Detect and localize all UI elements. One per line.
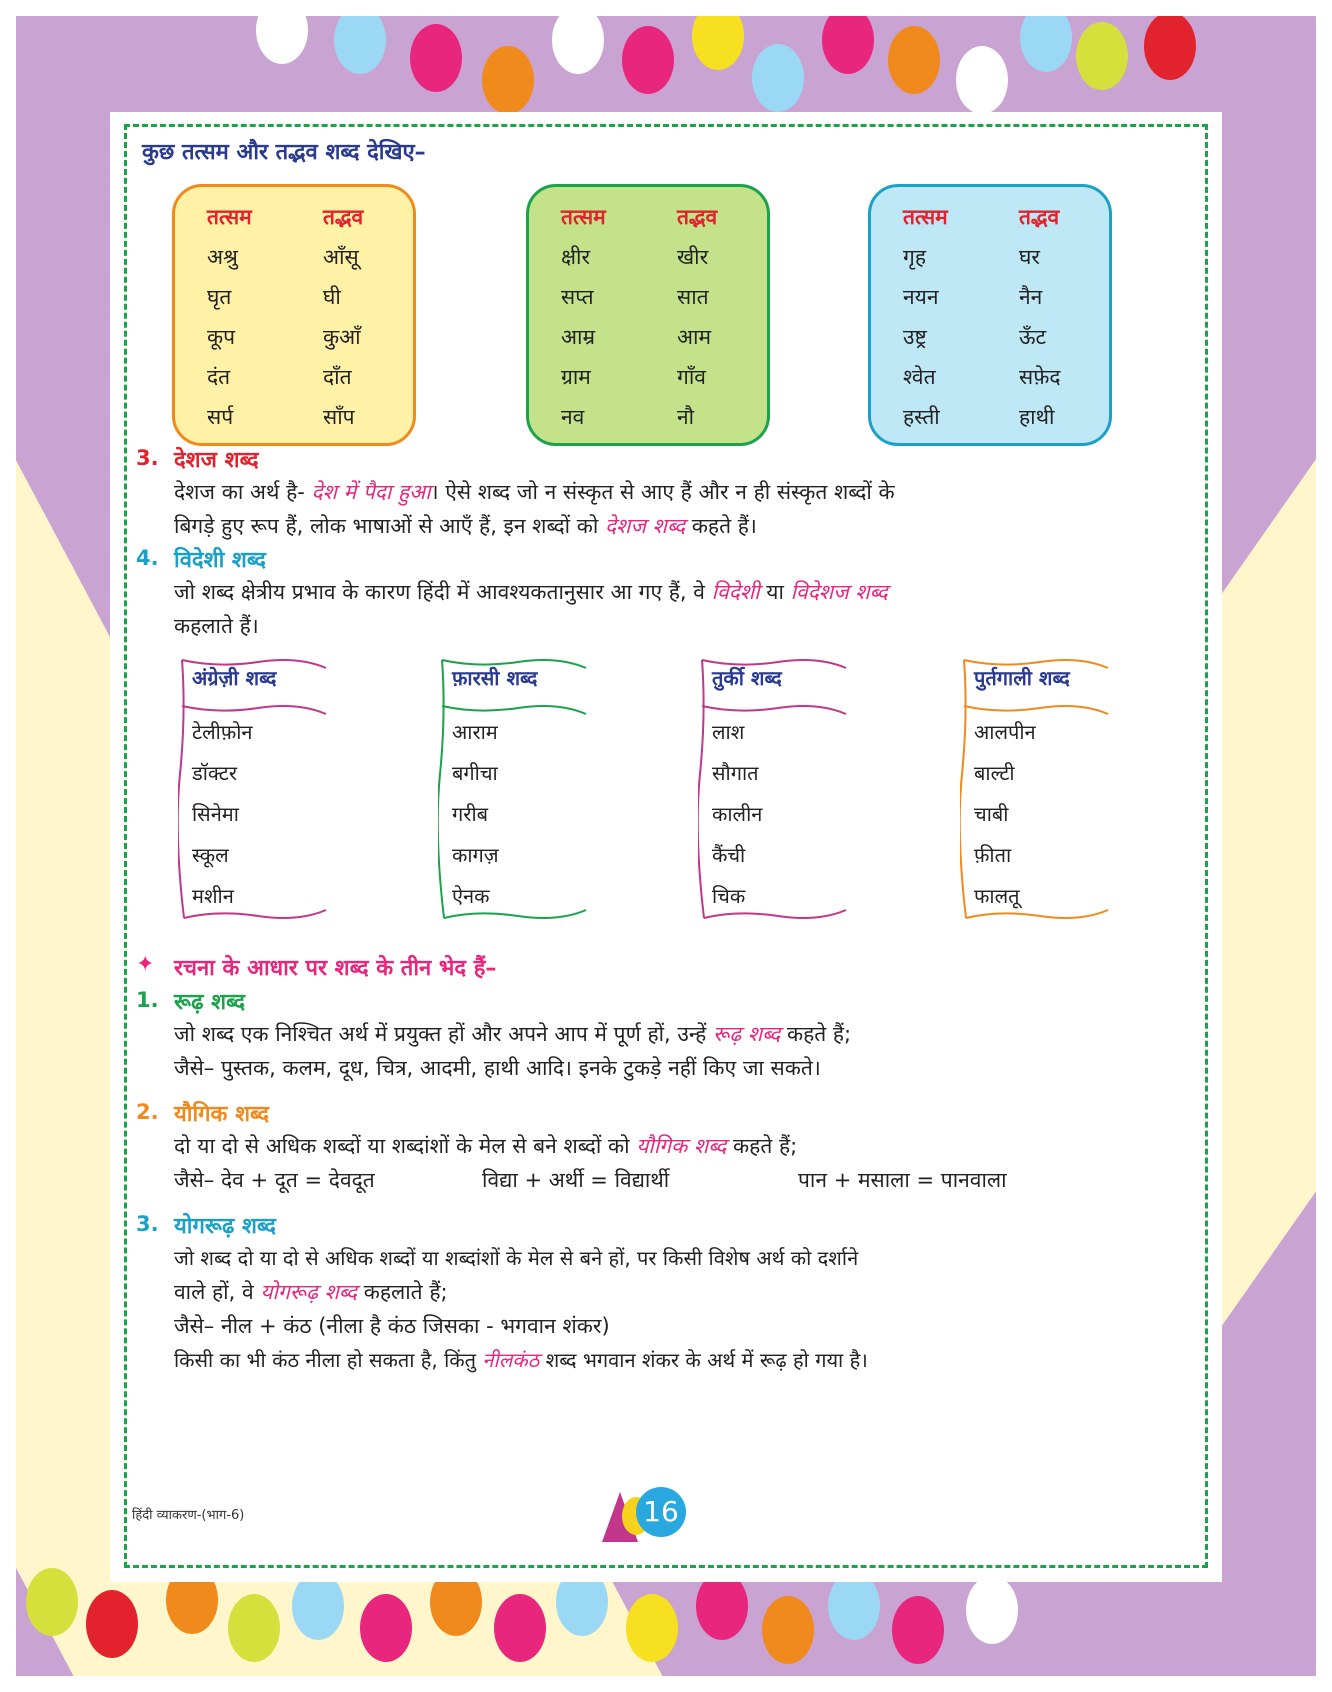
tadbhav-word: नैन <box>1019 285 1043 309</box>
tatsam-header: तत्सम <box>561 205 606 229</box>
decor-dot <box>888 26 940 94</box>
tadbhav-word: खीर <box>677 245 709 269</box>
yogroodh-line-3: जैसे– नील + कंठ (नीला है कंठ जिसका - भगवान शंकर) <box>174 1314 610 1338</box>
decor-dot <box>762 1596 814 1664</box>
decor-dot <box>360 1594 412 1662</box>
tatsam-word: श्वेत <box>903 365 936 389</box>
tatsam-word: हस्ती <box>903 405 940 429</box>
decor-dot <box>1076 22 1128 90</box>
decor-dot <box>892 1596 944 1664</box>
decor-dot <box>1020 16 1072 72</box>
tadbhav-word: नौ <box>677 405 695 429</box>
tadbhav-word: घर <box>1019 245 1040 269</box>
videshi-title: विदेशी शब्द <box>174 548 266 573</box>
decor-dot <box>256 16 308 64</box>
foreign-column-title: तुर्की शब्द <box>712 666 782 690</box>
tatsam-word: नव <box>561 405 585 429</box>
roodh-line-1: जो शब्द एक निश्चित अर्थ में प्रयुक्त हों और अपने आप में पूर्ण हों, उन्हें रूढ़ शब्द कहते हैं; <box>174 1022 852 1046</box>
yogroodh-title: योगरूढ़ शब्द <box>174 1214 276 1239</box>
page-number: 16 <box>636 1487 686 1537</box>
tadbhav-word: सात <box>677 285 709 309</box>
section-number: 4. <box>136 546 159 570</box>
yaugik-example-2: विद्या + अर्थी = विद्यार्थी <box>482 1168 670 1192</box>
foreign-word: मशीन <box>192 884 234 908</box>
roodh-line-2: जैसे– पुस्तक, कलम, दूध, चित्र, आदमी, हाथी आदि। इनके टुकड़े नहीं किए जा सकते। <box>174 1056 821 1080</box>
foreign-word: कैंची <box>712 843 746 867</box>
foreign-word: बगीचा <box>452 761 498 785</box>
tatsam-word: आम्र <box>561 325 596 349</box>
decor-dot <box>966 1576 1018 1644</box>
book-title: हिंदी व्याकरण-(भाग-6) <box>132 1508 245 1523</box>
yaugik-line-1: दो या दो से अधिक शब्दों या शब्दांशों के मेल से बने शब्दों को यौगिक शब्द कहते हैं; <box>174 1134 798 1158</box>
decor-dot <box>828 1572 880 1640</box>
yogroodh-line-4: किसी का भी कंठ नीला हो सकता है, किंतु नीलकंठ शब्द भगवान शंकर के अर्थ में रूढ़ हो गया है। <box>174 1348 868 1372</box>
decor-dot <box>292 1572 344 1640</box>
tatsam-word: अश्रु <box>207 245 238 269</box>
section-number: 3. <box>136 1212 159 1236</box>
deshaj-line-2: बिगड़े हुए रूप हैं, लोक भाषाओं से आएँ हैं, इन शब्दों को देशज शब्द कहते हैं। <box>174 514 757 538</box>
tadbhav-header: तद्भव <box>323 205 364 229</box>
tatsam-word: नयन <box>903 285 939 309</box>
tatsam-word: कूप <box>207 325 236 349</box>
tadbhav-word: घी <box>323 285 341 309</box>
foreign-column-farsi <box>438 654 588 924</box>
deshaj-line-1: देशज का अर्थ है- देश में पैदा हुआ। ऐसे शब्द जो न संस्कृत से आए हैं और न ही संस्कृत शब्दों के <box>174 480 895 504</box>
tatsam-table-1 <box>172 184 416 446</box>
yaugik-example-1: जैसे– देव + दूत = देवदूत <box>174 1168 375 1192</box>
foreign-word: फालतू <box>974 884 1020 908</box>
tatsam-header: तत्सम <box>207 205 252 229</box>
deshaj-title: देशज शब्द <box>174 448 259 473</box>
videshi-line-1: जो शब्द क्षेत्रीय प्रभाव के कारण हिंदी में आवश्यकतानुसार आ गए हैं, वे विदेशी या विदेशज शब्द <box>174 580 888 604</box>
foreign-word: बाल्टी <box>974 761 1015 785</box>
tadbhav-word: हाथी <box>1019 405 1055 429</box>
tatsam-word: घृत <box>207 285 232 309</box>
foreign-word: सिनेमा <box>192 802 239 826</box>
foreign-word: लाश <box>712 720 745 744</box>
foreign-word: गरीब <box>452 802 489 826</box>
tadbhav-word: ऊँट <box>1019 325 1047 349</box>
decor-dot <box>86 1590 138 1658</box>
decor-dot <box>626 1594 678 1662</box>
foreign-column-portuguese <box>960 654 1110 924</box>
star-bullet: ✦ <box>136 952 155 977</box>
decor-dot <box>822 16 874 74</box>
decor-dot <box>622 26 674 94</box>
decor-dot <box>956 46 1008 114</box>
rachna-heading: रचना के आधार पर शब्द के तीन भेद हैं– <box>174 956 497 981</box>
foreign-column-title: पुर्तगाली शब्द <box>974 666 1070 690</box>
decor-dot <box>334 16 386 74</box>
tadbhav-word: साँप <box>323 405 355 429</box>
tadbhav-word: आम <box>677 325 712 349</box>
foreign-column-english <box>178 654 328 924</box>
section-number: 1. <box>136 988 159 1012</box>
decor-dot <box>552 16 604 74</box>
tatsam-word: उष्ट्र <box>903 325 927 349</box>
foreign-word: आराम <box>452 720 498 744</box>
intro-heading: कुछ तत्सम और तद्भव शब्द देखिए– <box>142 140 426 165</box>
tadbhav-word: गाँव <box>677 365 706 389</box>
foreign-word: ऐनक <box>452 884 490 908</box>
foreign-word: फ़ीता <box>974 843 1012 867</box>
content-page <box>110 112 1222 1582</box>
foreign-word: टेलीफ़ोन <box>192 720 253 744</box>
tatsam-table-2 <box>526 184 770 446</box>
roodh-title: रूढ़ शब्द <box>174 990 246 1015</box>
foreign-column-turkish <box>698 654 848 924</box>
tatsam-word: ग्राम <box>561 365 591 389</box>
videshi-line-2: कहलाते हैं। <box>174 614 259 638</box>
foreign-word: स्कूल <box>192 843 229 867</box>
foreign-column-title: फ़ारसी शब्द <box>452 666 538 690</box>
decor-dot <box>494 1594 546 1662</box>
decor-dot <box>482 46 534 114</box>
tadbhav-word: कुआँ <box>323 325 361 349</box>
tadbhav-word: सफ़ेद <box>1019 365 1061 389</box>
foreign-word: डॉक्टर <box>192 761 238 785</box>
decor-dot <box>692 16 744 70</box>
decor-dot <box>752 44 804 112</box>
decor-dot <box>26 1568 78 1636</box>
decor-dot <box>228 1594 280 1662</box>
tatsam-table-3 <box>868 184 1112 446</box>
tadbhav-header: तद्भव <box>1019 205 1060 229</box>
tadbhav-header: तद्भव <box>677 205 718 229</box>
decor-dot <box>696 1572 748 1640</box>
yaugik-example-3: पान + मसाला = पानवाला <box>798 1168 1007 1192</box>
foreign-word: सौगात <box>712 761 759 785</box>
tatsam-word: सर्प <box>207 405 234 429</box>
foreign-column-title: अंग्रेज़ी शब्द <box>192 666 277 690</box>
section-number: 2. <box>136 1100 159 1124</box>
tadbhav-word: आँसू <box>323 245 359 269</box>
tatsam-word: क्षीर <box>561 245 591 269</box>
yogroodh-line-2: वाले हों, वे योगरूढ़ शब्द कहलाते हैं; <box>174 1280 448 1304</box>
foreign-word: चिक <box>712 884 746 908</box>
decor-dot <box>410 24 462 92</box>
foreign-word: कागज़ <box>452 843 499 867</box>
yaugik-title: यौगिक शब्द <box>174 1102 270 1127</box>
foreign-word: आलपीन <box>974 720 1036 744</box>
tatsam-word: गृह <box>903 245 926 269</box>
yogroodh-line-1: जो शब्द दो या दो से अधिक शब्दों या शब्दांशों के मेल से बने हों, पर किसी विशेष अर्थ को दर्शाने <box>174 1246 859 1270</box>
foreign-word: कालीन <box>712 802 763 826</box>
decor-dot <box>1144 16 1196 80</box>
section-number: 3. <box>136 446 159 470</box>
tadbhav-word: दाँत <box>323 365 352 389</box>
foreign-word: चाबी <box>974 802 1009 826</box>
tatsam-header: तत्सम <box>903 205 948 229</box>
tatsam-word: दंत <box>207 365 231 389</box>
tatsam-word: सप्त <box>561 285 594 309</box>
